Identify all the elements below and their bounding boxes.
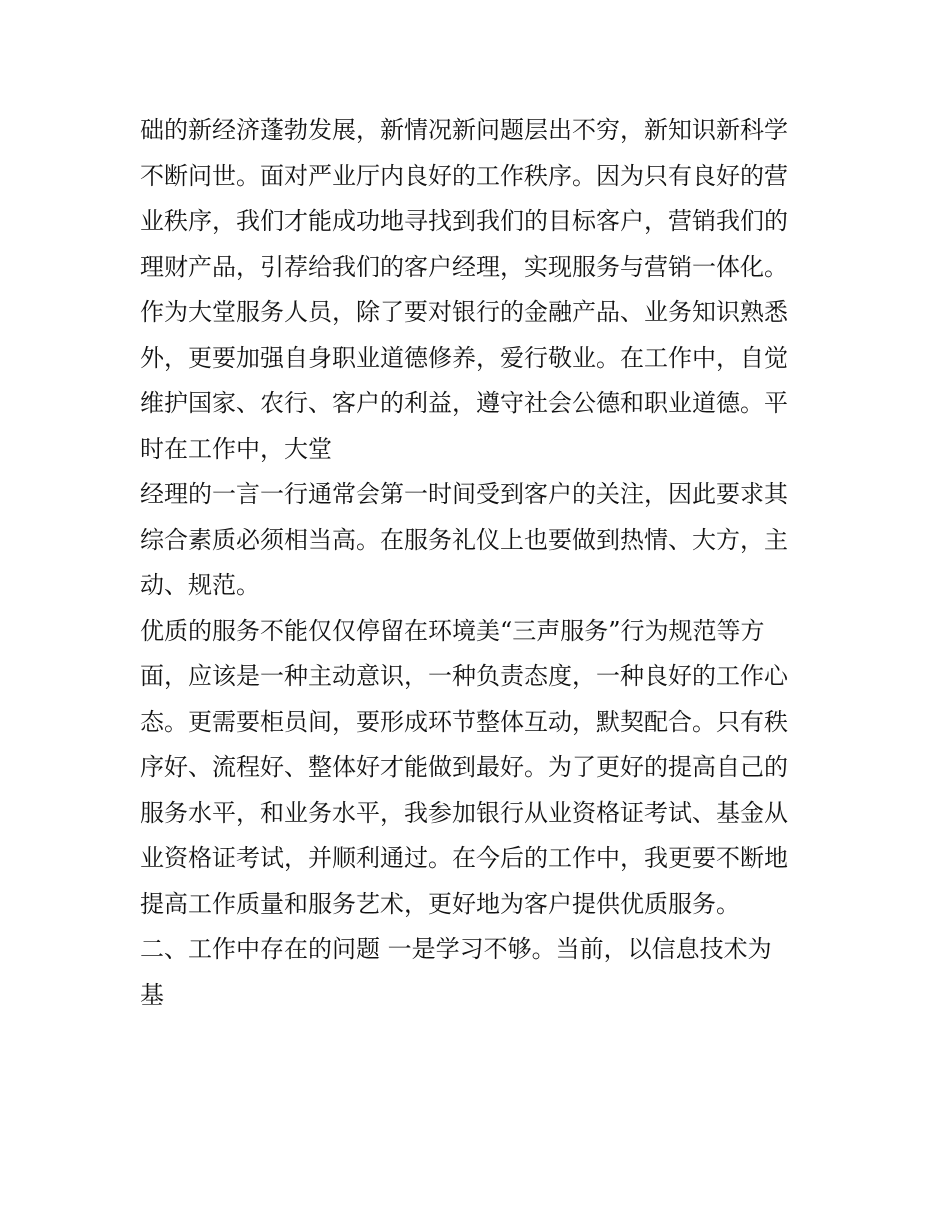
text-line: 基	[140, 980, 164, 1009]
text-line: 作为大堂服务人员，除了要对银行的金融产品、业务知识熟悉	[140, 298, 788, 326]
text-line: 动、规范。	[140, 571, 260, 599]
text-line: 提高工作质量和服务艺术，更好地为客户提供优质服务。	[140, 889, 740, 918]
text-line: 外，更要加强自身职业道德修养，爱行敬业。在工作中，自觉	[140, 343, 788, 372]
text-line: 序好、流程好、整体好才能做到最好。为了更好的提高自己的	[140, 753, 788, 781]
body-text	[140, 108, 830, 1018]
text-line: 不断问世。面对严业厅内良好的工作秩序。因为只有良好的营	[140, 161, 788, 190]
text-line: 理财产品，引荐给我们的客户经理，实现服务与营销一体化。	[140, 252, 788, 281]
text-line: 时在工作中，大堂	[140, 434, 332, 463]
text-line: 综合素质必须相当高。在服务礼仪上也要做到热情、大方，主	[140, 525, 788, 554]
text-line: 业秩序，我们才能成功地寻找到我们的目标客户，营销我们的	[140, 207, 788, 235]
text-line: 业资格证考试，并顺利通过。在今后的工作中，我更要不断地	[140, 844, 788, 872]
text-line: 优质的服务不能仅仅停留在环境美“三声服务”行为规范等方	[140, 616, 765, 645]
text-line: 二、工作中存在的问题 一是学习不够。当前，以信息技术为	[140, 935, 772, 963]
text-line: 经理的一言一行通常会第一时间受到客户的关注，因此要求其	[140, 480, 788, 508]
text-line: 维护国家、农行、客户的利益，遵守社会公德和职业道德。平	[140, 389, 788, 417]
text-line: 服务水平，和业务水平，我参加银行从业资格证考试、基金从	[140, 798, 788, 827]
text-line: 态。更需要柜员间，要形成环节整体互动，默契配合。只有秩	[140, 707, 788, 736]
text-line: 础的新经济蓬勃发展，新情况新问题层出不穷，新知识新科学	[140, 116, 788, 144]
text-line: 面，应该是一种主动意识，一种负责态度，一种良好的工作心	[140, 662, 788, 690]
